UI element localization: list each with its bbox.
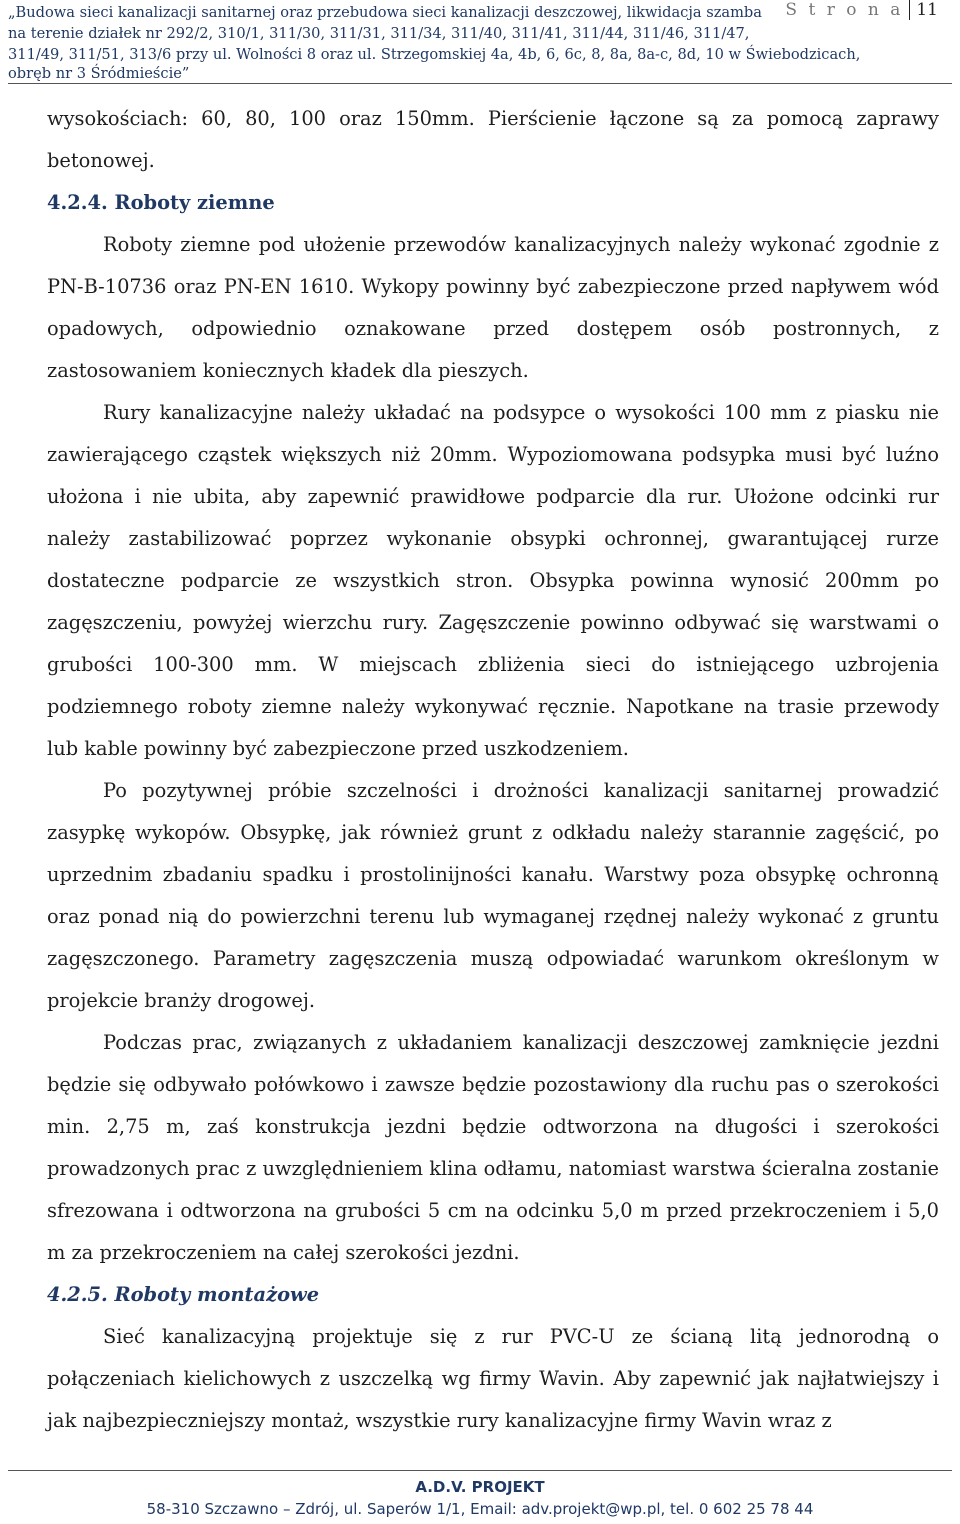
header-divider [8,83,952,84]
page-label: S t r o n a [785,0,904,20]
document-body [47,98,939,1442]
paragraph-earthworks-1: Roboty ziemne pod ułożenie przewodów kanalizacyjnych należy wykonać zgodnie z PN-B-10736 oraz PN-EN 1610. Wykopy powinny być zabezpieczone przed napływem wód opadowych, odpowiednio oznakowane przed dostępem osób postronnych, z zastosowaniem koniecznych kładek dla pieszych. [47,233,939,382]
paragraph-continuation: wysokościach: 60, 80, 100 oraz 150mm. Pierścienie łączone są za pomocą zaprawy betonowej. [47,107,939,172]
footer-divider [8,1470,952,1471]
header-title-line-2: na terenie działek nr 292/2, 310/1, 311/30, 311/31, 311/34, 311/40, 311/41, 311/44, 311/46, 311/47, [8,25,750,42]
paragraph-earthworks-2: Rury kanalizacyjne należy układać na podsypce o wysokości 100 mm z piasku nie zawierającego cząstek większych niż 20mm. Wypoziomowana podsypka musi być luźno ułożona i nie ubita, aby zapewnić prawidłowe podparcie dla rur. Ułożone odcinki rur należy zastabilizować poprzez wykonanie obsypki ochronnej, gwarantującej rurze dostateczne podparcie ze wszystkich stron. Obsypka powinna wynosić 200mm po zagęszczeniu, powyżej wierzchu rury. Zagęszczenie powinno odbywać się warstwami o grubości 100-300 mm. W miejscach zbliżenia sieci do istniejącego uzbrojenia podziemnego roboty ziemne należy wykonywać ręcznie. Napotkane na trasie przewody lub kable powinny być zabezpieczone przed uszkodzeniem. [47,401,939,760]
paragraph-earthworks-4: Podczas prac, związanych z układaniem kanalizacji deszczowej zamknięcie jezdni będzie się odbywało połówkowo i zawsze będzie pozostawiony dla ruchu pas o szerokości min. 2,75 m, zaś konstrukcja jezdni będzie odtworzona na długości i szerokości prowadzonych prac z uwzględnieniem klina odłamu, natomiast warstwa ścieralna zostanie sfrezowana i odtworzona na grubości 5 cm na odcinku 5,0 m przed przekroczeniem i 5,0 m za przekroczeniem na całej szerokości jezdni. [47,1031,939,1264]
page-number-block [785,0,938,20]
paragraph-earthworks-3: Po pozytywnej próbie szczelności i drożności kanalizacji sanitarnej prowadzić zasypkę wykopów. Obsypkę, jak również grunt z odkładu należy starannie zagęścić, po uprzednim zbadaniu spadku i prostolinijności kanału. Warstwy poza obsypkę ochronną oraz ponad nią do powierzchni terenu lub wymaganej rzędnej należy wykonać z gruntu zagęszczonego. Parametry zagęszczenia muszą odpowiadać warunkom określonym w projekcie branży drogowej. [47,779,939,1012]
paragraph-assembly-1: Sieć kanalizacyjną projektuje się z rur PVC-U ze ścianą litą jednorodną o połączeniach kielichowych z uszczelką wg firmy Wavin. Aby zapewnić jak najłatwiejszy i jak najbezpieczniejszy montaż, wszystkie rury kanalizacyjne firmy Wavin wraz z [47,1325,939,1432]
page-number: 11 [909,0,938,20]
header-title-line-4: obręb nr 3 Śródmieście” [8,65,190,82]
footer-company: A.D.V. PROJEKT [415,1478,545,1496]
section-heading-4-2-4: 4.2.4. Roboty ziemne [47,191,275,214]
header-title-line-1: „Budowa sieci kanalizacji sanitarnej oraz przebudowa sieci kanalizacji deszczowej, likwidacja szamba [8,4,762,21]
page-header [8,0,952,84]
section-heading-4-2-5: 4.2.5. Roboty montażowe [47,1283,320,1306]
footer-address: 58-310 Szczawno – Zdrój, ul. Saperów 1/1, Email: adv.projekt@wp.pl, tel. 0 602 25 78 44 [146,1500,814,1518]
header-title-line-3: 311/49, 311/51, 313/6 przy ul. Wolności 8 oraz ul. Strzegomskiej 4a, 4b, 6, 6c, 8, 8a, 8a-c, 8d, 10 w Świebodzicach, [8,46,861,63]
